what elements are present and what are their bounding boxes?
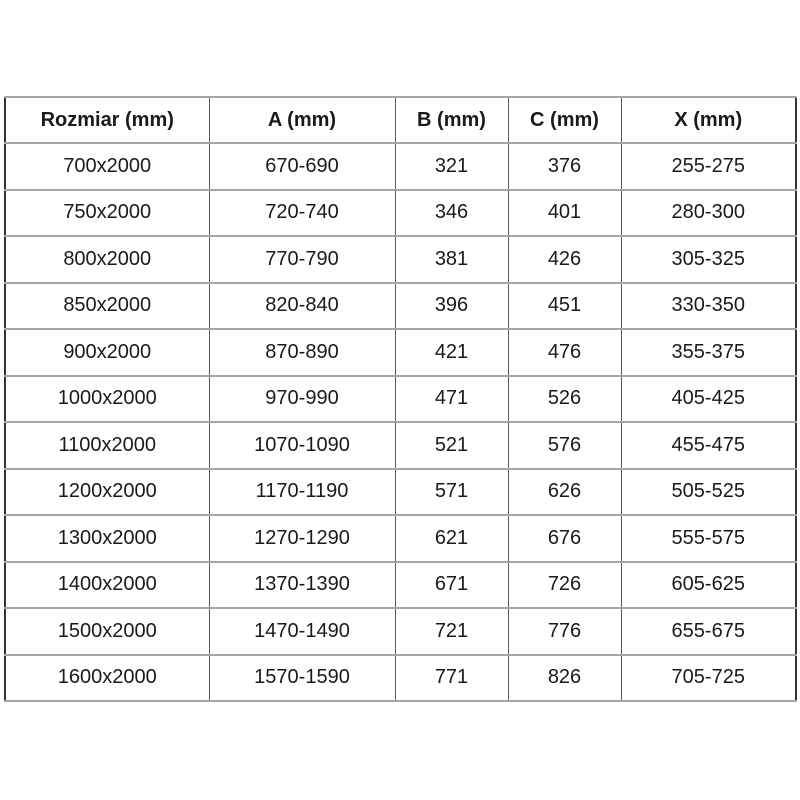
table-cell: 771 [395, 655, 508, 702]
table-cell: 621 [395, 515, 508, 562]
table-cell: 1600x2000 [5, 655, 209, 702]
table-cell: 555-575 [621, 515, 796, 562]
header-cell-rozmiar: Rozmiar (mm) [5, 97, 209, 143]
table-row [5, 236, 796, 283]
header-cell-a: A (mm) [209, 97, 395, 143]
table-cell: 346 [395, 190, 508, 237]
table-cell: 1570-1590 [209, 655, 395, 702]
table-cell: 1070-1090 [209, 422, 395, 469]
table-cell: 1400x2000 [5, 562, 209, 609]
table-cell: 670-690 [209, 143, 395, 190]
size-spec-table [4, 96, 797, 702]
table-cell: 900x2000 [5, 329, 209, 376]
table-cell: 671 [395, 562, 508, 609]
header-cell-b: B (mm) [395, 97, 508, 143]
table-cell: 280-300 [621, 190, 796, 237]
table-cell: 505-525 [621, 469, 796, 516]
table-cell: 726 [508, 562, 621, 609]
header-cell-c: C (mm) [508, 97, 621, 143]
table-cell: 1370-1390 [209, 562, 395, 609]
table-cell: 426 [508, 236, 621, 283]
table-cell: 800x2000 [5, 236, 209, 283]
table-cell: 655-675 [621, 608, 796, 655]
table-row [5, 655, 796, 702]
table-cell: 770-790 [209, 236, 395, 283]
table-cell: 396 [395, 283, 508, 330]
table-cell: 355-375 [621, 329, 796, 376]
table-row [5, 143, 796, 190]
table-cell: 576 [508, 422, 621, 469]
table-cell: 571 [395, 469, 508, 516]
table-row [5, 515, 796, 562]
table-row [5, 283, 796, 330]
table-cell: 1100x2000 [5, 422, 209, 469]
spec-table-body [5, 143, 796, 701]
table-cell: 1000x2000 [5, 376, 209, 423]
table-cell: 330-350 [621, 283, 796, 330]
table-cell: 1500x2000 [5, 608, 209, 655]
table-cell: 720-740 [209, 190, 395, 237]
table-cell: 870-890 [209, 329, 395, 376]
table-cell: 1170-1190 [209, 469, 395, 516]
table-cell: 421 [395, 329, 508, 376]
table-cell: 776 [508, 608, 621, 655]
table-cell: 401 [508, 190, 621, 237]
table-cell: 700x2000 [5, 143, 209, 190]
table-cell: 521 [395, 422, 508, 469]
table-cell: 471 [395, 376, 508, 423]
table-cell: 605-625 [621, 562, 796, 609]
table-cell: 820-840 [209, 283, 395, 330]
table-cell: 1470-1490 [209, 608, 395, 655]
table-cell: 305-325 [621, 236, 796, 283]
table-cell: 721 [395, 608, 508, 655]
table-cell: 255-275 [621, 143, 796, 190]
table-row [5, 608, 796, 655]
table-cell: 376 [508, 143, 621, 190]
table-row [5, 422, 796, 469]
table-header-row [5, 97, 796, 143]
table-cell: 1300x2000 [5, 515, 209, 562]
table-cell: 381 [395, 236, 508, 283]
table-cell: 321 [395, 143, 508, 190]
table-cell: 451 [508, 283, 621, 330]
table-cell: 705-725 [621, 655, 796, 702]
table-row [5, 562, 796, 609]
table-cell: 970-990 [209, 376, 395, 423]
table-cell: 750x2000 [5, 190, 209, 237]
table-cell: 405-425 [621, 376, 796, 423]
table-cell: 676 [508, 515, 621, 562]
table-cell: 1200x2000 [5, 469, 209, 516]
table-cell: 526 [508, 376, 621, 423]
table-row [5, 469, 796, 516]
table-row [5, 190, 796, 237]
table-cell: 626 [508, 469, 621, 516]
table-cell: 455-475 [621, 422, 796, 469]
table-cell: 826 [508, 655, 621, 702]
header-cell-x: X (mm) [621, 97, 796, 143]
table-cell: 1270-1290 [209, 515, 395, 562]
table-cell: 476 [508, 329, 621, 376]
table-row [5, 376, 796, 423]
table-row [5, 329, 796, 376]
table-cell: 850x2000 [5, 283, 209, 330]
